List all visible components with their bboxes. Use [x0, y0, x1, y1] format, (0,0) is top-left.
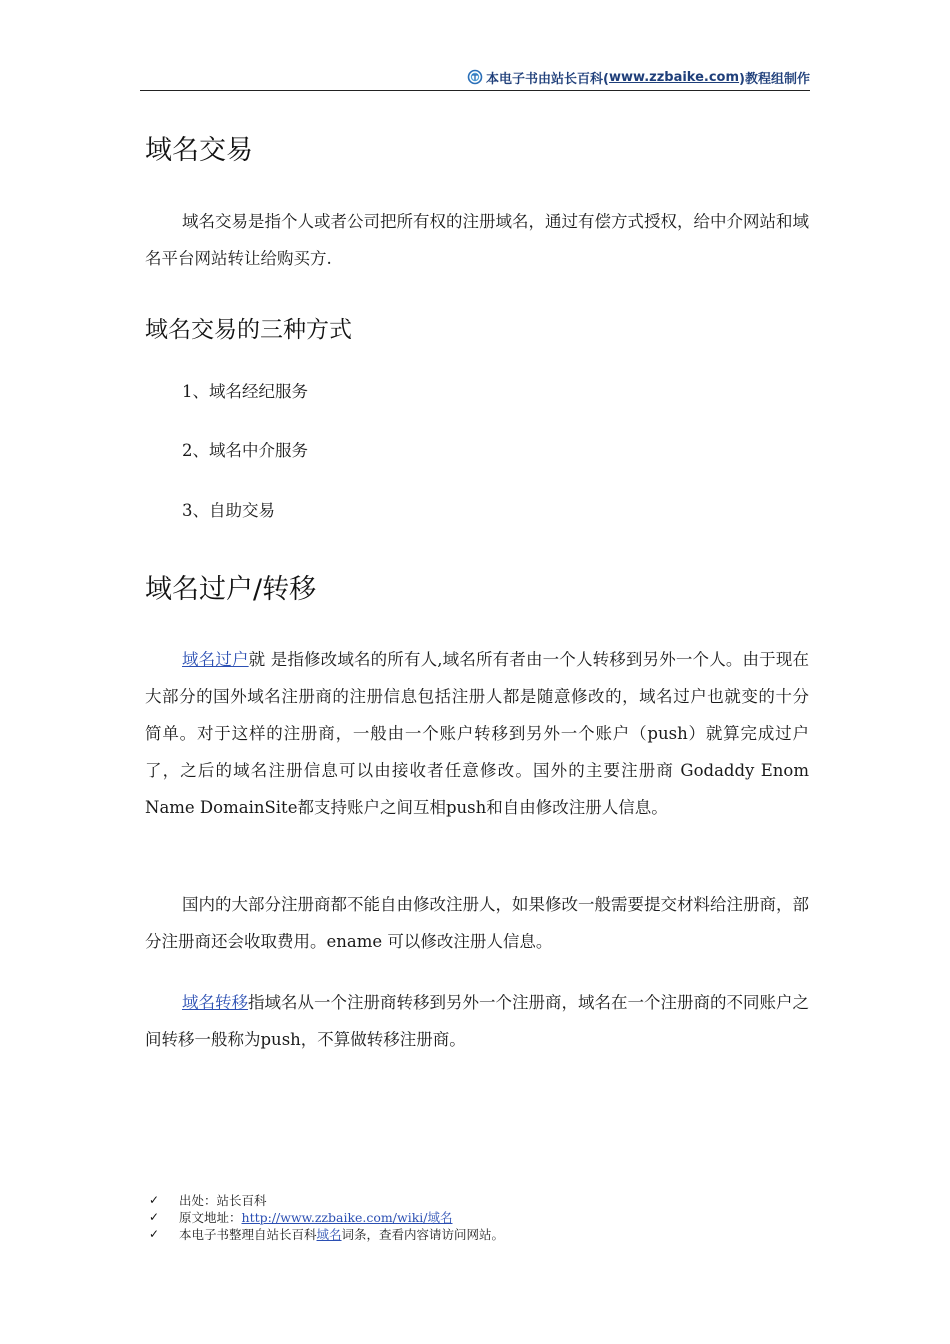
list-item-3: 3、自助交易 [182, 501, 275, 520]
list-item-1: 1、域名经纪服务 [182, 382, 308, 401]
header-credit [467, 68, 810, 87]
paragraph-domain-trading: 域名交易是指个人或者公司把所有权的注册域名，通过有偿方式授权，给中介网站和域名平台网站转让给购买方. [145, 212, 809, 268]
note-ebook-suffix: 词条，查看内容请访问网站。 [341, 1227, 505, 1242]
note-source [145, 1192, 809, 1209]
footer-notes [145, 1192, 809, 1243]
paragraph-transfer-1-text: 就 是指修改域名的所有人,域名所有者由一个人转移到另外一个人。由于现在大部分的国外域名注册商的注册信息包括注册人都是随意修改的，域名过户也就变的十分 简单。对于这样的注册商，一般由一个账户转移到另外一个账户（push）就算完成过户了，之后的域名注册信息可以由接收者任意修改。国外的主要注册商 Godaddy Enom Name DomainSite都支持账户之间互相push和自由修改注册人信息。 [145, 650, 809, 817]
note-url-label: 原文地址： [179, 1210, 242, 1225]
check-icon: ✓ [148, 1193, 160, 1207]
check-icon: ✓ [148, 1227, 160, 1241]
note-original-url [145, 1209, 809, 1226]
note-ebook-prefix: 本电子书整理自站长百科 [179, 1227, 317, 1242]
note-source-text: 出处：站长百科 [179, 1193, 267, 1208]
note-ebook-link[interactable]: 域名 [316, 1227, 342, 1242]
list-item-2: 2、域名中介服务 [182, 441, 308, 460]
page-header [140, 64, 810, 91]
paragraph-transfer-3 [145, 984, 809, 1058]
note-url-link[interactable]: http://www.zzbaike.com/wiki/域名 [241, 1210, 453, 1225]
zzbaike-logo-icon [467, 69, 483, 85]
header-suffix: )教程组制作 [739, 71, 810, 87]
link-domain-transfer-registrar[interactable]: 域名转移 [182, 993, 248, 1012]
heading-transfer: 域名过户/转移 [145, 574, 317, 605]
heading-domain-trading: 域名交易 [145, 135, 253, 166]
header-site-link[interactable]: www.zzbaike.com [609, 69, 740, 85]
note-ebook-info [145, 1226, 809, 1243]
header-prefix: 本电子书由站长百科( [486, 71, 609, 87]
paragraph-transfer-3-text: 指域名从一个注册商转移到另外一个注册商，域名在一个注册商的不同账户之间转移一般称为push，不算做转移注册商。 [145, 993, 809, 1049]
paragraph-transfer-1 [145, 641, 809, 826]
check-icon: ✓ [148, 1210, 160, 1224]
heading-three-methods: 域名交易的三种方式 [145, 317, 352, 343]
paragraph-transfer-2: 国内的大部分注册商都不能自由修改注册人，如果修改一般需要提交材料给注册商，部分注册商还会收取费用。ename 可以修改注册人信息。 [145, 895, 809, 951]
link-domain-transfer-owner[interactable]: 域名过户 [182, 650, 249, 669]
